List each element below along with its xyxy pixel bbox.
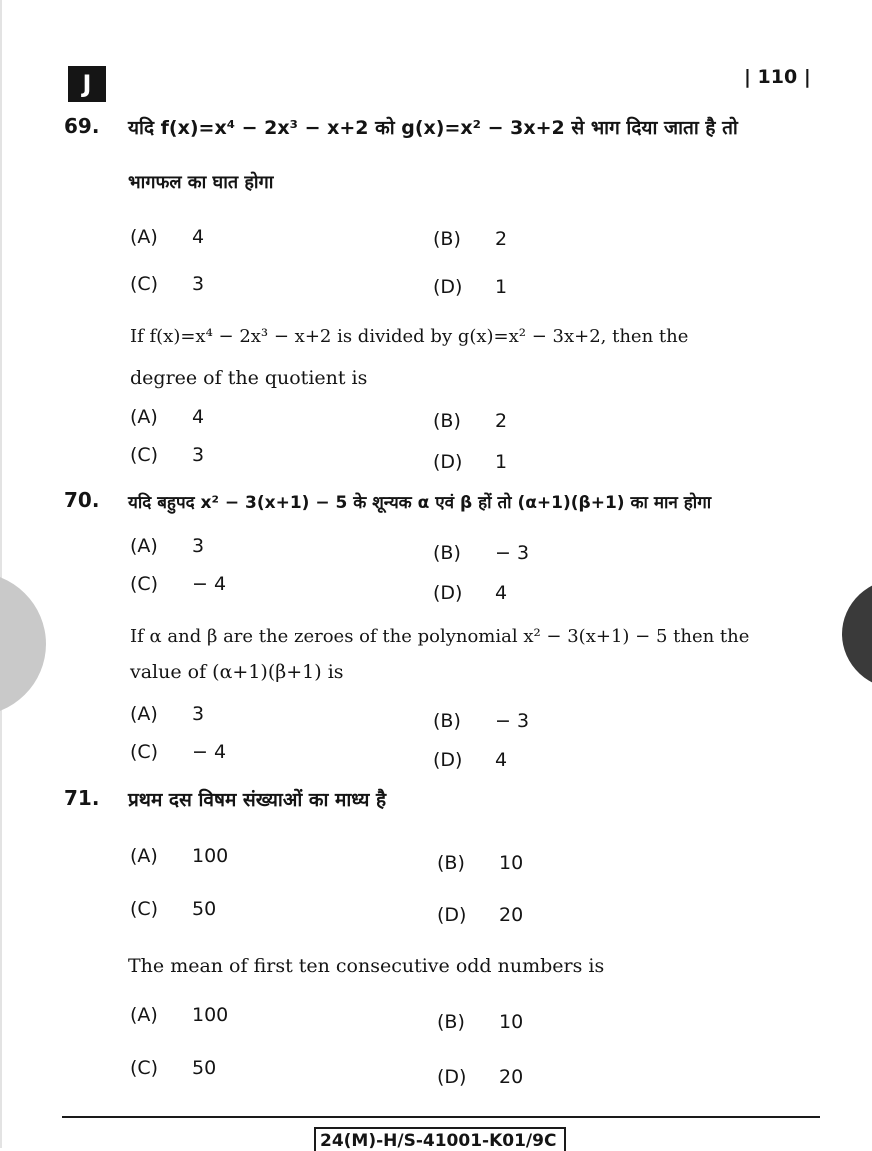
footer-rule — [62, 1116, 820, 1118]
option-value: 4 — [495, 582, 508, 604]
option-c — [130, 573, 226, 595]
option-b — [433, 542, 529, 564]
question-text-hindi: भागफल का घात होगा — [128, 172, 274, 193]
option-b — [433, 228, 507, 250]
option-label: (B) — [433, 410, 461, 432]
option-d — [437, 1066, 523, 1088]
option-b — [433, 710, 529, 732]
punch-hole-left — [0, 572, 46, 716]
page-number: | 110 | — [744, 66, 811, 88]
option-value: 3 — [192, 444, 205, 466]
option-value: 20 — [499, 904, 524, 926]
option-a — [130, 406, 204, 428]
option-label: (B) — [433, 228, 461, 250]
option-label: (D) — [433, 451, 463, 473]
question-text-hindi: यदि बहुपद x² − 3(x+1) − 5 के शून्यक α एवं β हों तो (α+1)(β+1) का मान होगा — [128, 493, 712, 513]
punch-hole-right — [842, 578, 872, 690]
option-c — [130, 273, 204, 295]
option-label: (B) — [437, 852, 465, 874]
option-a — [130, 1004, 228, 1026]
option-b — [433, 410, 507, 432]
option-c — [130, 898, 216, 920]
option-label: (B) — [433, 710, 461, 732]
option-value: − 3 — [495, 710, 530, 732]
question-text-hindi: यदि f(x)=x⁴ − 2x³ − x+2 को g(x)=x² − 3x+2 से भाग दिया जाता है तो — [128, 117, 738, 139]
footer-code: 24(M)-H/S-41001-K01/9C — [314, 1127, 566, 1151]
option-value: 1 — [495, 276, 508, 298]
question-number: 71. — [64, 786, 100, 810]
option-label: (A) — [130, 1004, 158, 1026]
option-value: − 3 — [495, 542, 530, 564]
option-label: (D) — [437, 904, 467, 926]
option-value: − 4 — [192, 741, 227, 763]
option-value: 4 — [192, 406, 205, 428]
option-label: (D) — [433, 749, 463, 771]
option-value: 50 — [192, 1057, 217, 1079]
question-text-english: If f(x)=x⁴ − 2x³ − x+2 is divided by g(x)=x² − 3x+2, then the — [130, 326, 689, 347]
option-c — [130, 444, 204, 466]
option-label: (C) — [130, 444, 159, 466]
option-label: (C) — [130, 741, 159, 763]
option-value: 3 — [192, 703, 205, 725]
option-c — [130, 1057, 216, 1079]
option-a — [130, 703, 204, 725]
option-value: 50 — [192, 898, 217, 920]
option-label: (C) — [130, 898, 159, 920]
option-value: 4 — [192, 226, 205, 248]
option-label: (D) — [433, 276, 463, 298]
option-d — [433, 276, 507, 298]
option-d — [433, 582, 507, 604]
question-text-english: value of (α+1)(β+1) is — [130, 661, 344, 683]
option-b — [437, 1011, 523, 1033]
option-a — [130, 226, 204, 248]
question-text-hindi: प्रथम दस विषम संख्याओं का माध्य है — [128, 789, 387, 811]
question-text-english: degree of the quotient is — [130, 367, 368, 389]
option-label: (A) — [130, 406, 158, 428]
option-label: (A) — [130, 535, 158, 557]
option-value: 3 — [192, 273, 205, 295]
option-value: 2 — [495, 410, 508, 432]
option-value: 20 — [499, 1066, 524, 1088]
option-d — [433, 451, 507, 473]
option-label: (B) — [433, 542, 461, 564]
option-c — [130, 741, 226, 763]
option-value: 4 — [495, 749, 508, 771]
option-value: − 4 — [192, 573, 227, 595]
question-text-english: The mean of first ten consecutive odd numbers is — [128, 955, 605, 977]
option-a — [130, 535, 204, 557]
option-label: (C) — [130, 273, 159, 295]
option-value: 10 — [499, 852, 524, 874]
option-value: 2 — [495, 228, 508, 250]
option-label: (B) — [437, 1011, 465, 1033]
option-value: 100 — [192, 1004, 229, 1026]
option-label: (D) — [433, 582, 463, 604]
option-value: 1 — [495, 451, 508, 473]
option-b — [437, 852, 523, 874]
option-label: (A) — [130, 226, 158, 248]
option-label: (C) — [130, 573, 159, 595]
option-a — [130, 845, 228, 867]
option-d — [433, 749, 507, 771]
question-number: 69. — [64, 114, 100, 138]
page-edge — [0, 0, 2, 1148]
option-label: (A) — [130, 845, 158, 867]
option-label: (A) — [130, 703, 158, 725]
option-value: 10 — [499, 1011, 524, 1033]
set-badge: J — [68, 66, 106, 102]
option-label: (C) — [130, 1057, 159, 1079]
option-label: (D) — [437, 1066, 467, 1088]
option-value: 3 — [192, 535, 205, 557]
option-d — [437, 904, 523, 926]
question-number: 70. — [64, 488, 100, 512]
question-text-english: If α and β are the zeroes of the polynomial x² − 3(x+1) − 5 then the — [130, 626, 750, 647]
option-value: 100 — [192, 845, 229, 867]
